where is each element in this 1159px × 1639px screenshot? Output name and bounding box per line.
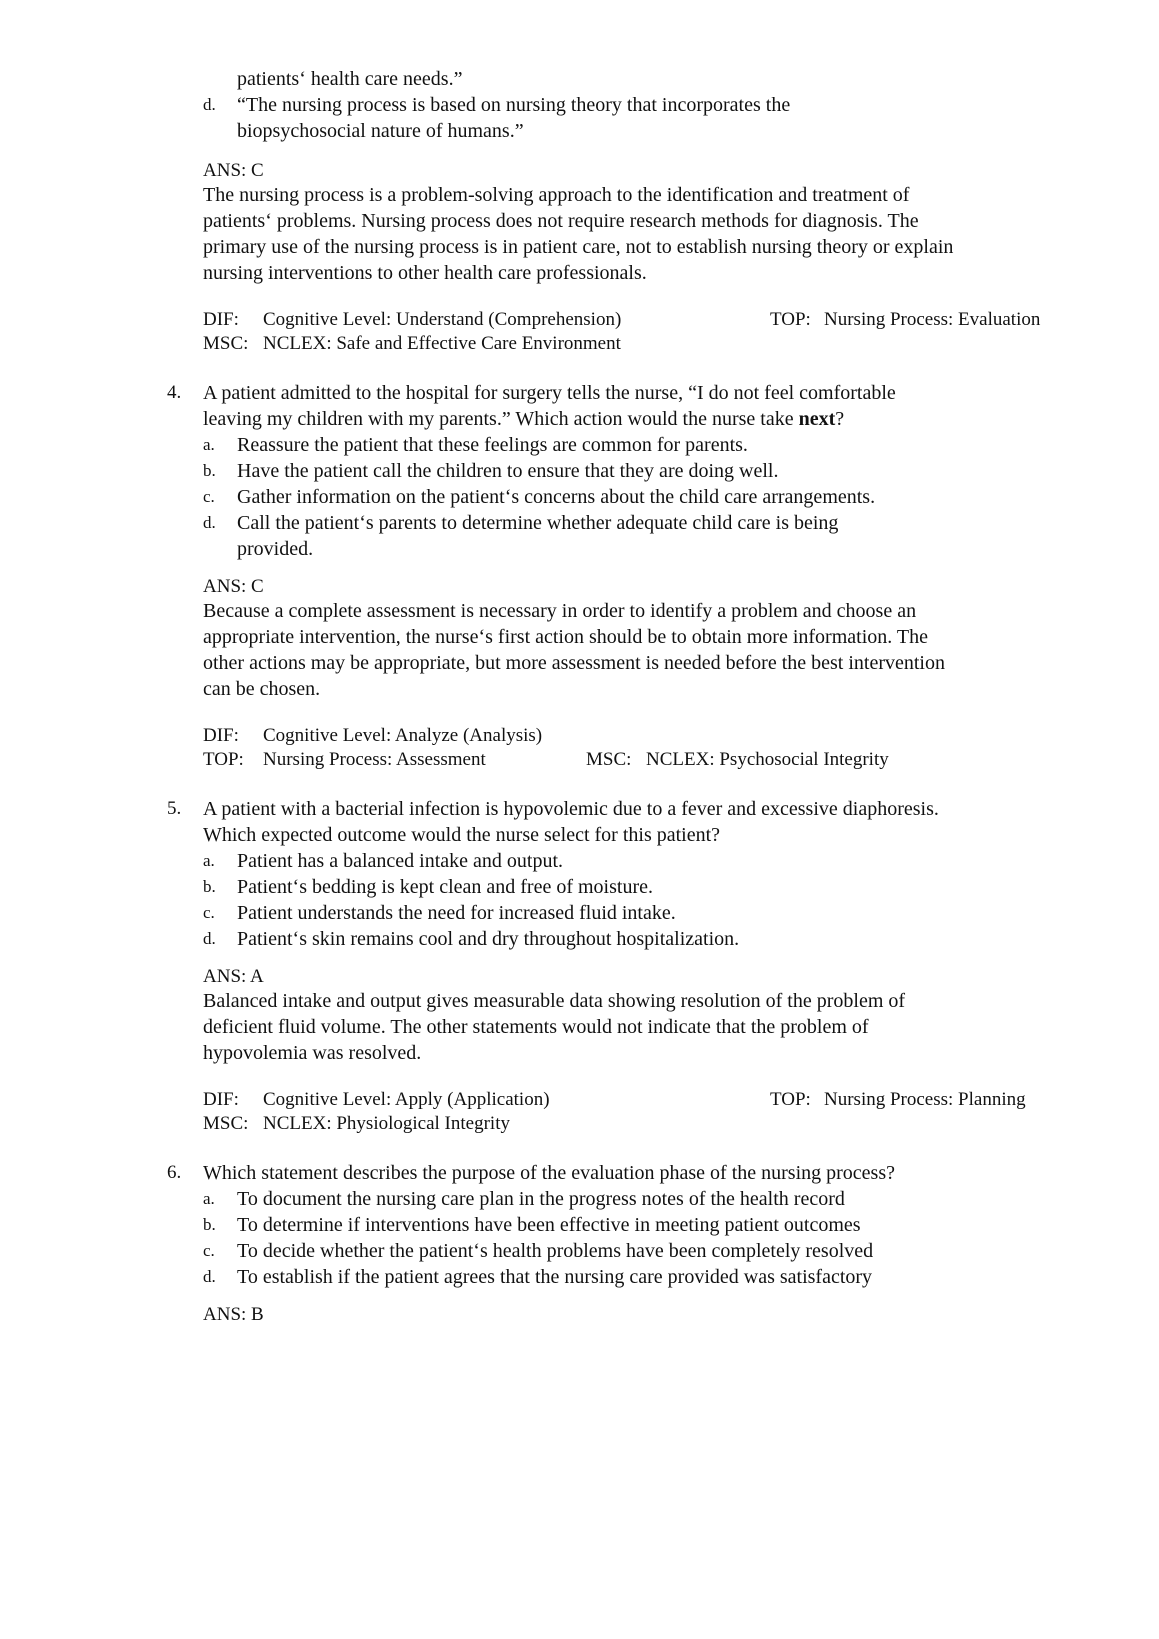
option-letter: d. bbox=[203, 513, 216, 532]
option-letter: d. bbox=[203, 929, 216, 948]
stem-line bbox=[203, 406, 1083, 432]
answer: ANS: A bbox=[203, 966, 264, 987]
option-text: To decide whether the patient‘s health problems have been completely resolved bbox=[237, 1240, 874, 1262]
option-text: Patient‘s skin remains cool and dry throughout hospitalization. bbox=[237, 928, 740, 950]
option-letter: a. bbox=[203, 851, 215, 870]
option-text: Patient has a balanced intake and output. bbox=[237, 850, 564, 872]
prev-rationale bbox=[203, 182, 1083, 286]
top-value: Nursing Process: Planning bbox=[824, 1089, 1026, 1110]
top-label: TOP: bbox=[770, 309, 811, 330]
option-letter: a. bbox=[203, 435, 215, 454]
top-value: Nursing Process: Assessment bbox=[263, 749, 486, 770]
stem-line: A patient admitted to the hospital for surgery tells the nurse, “I do not feel comfortable bbox=[203, 382, 896, 404]
top-value: Nursing Process: Evaluation bbox=[824, 309, 1041, 330]
dif bbox=[203, 1088, 550, 1112]
prev-top bbox=[770, 308, 1040, 332]
stem-emphasis: next bbox=[798, 408, 836, 430]
prev-option-c-tail-text: patients‘ health care needs.” bbox=[237, 68, 463, 90]
stem-line: Which expected outcome would the nurse select for this patient? bbox=[203, 824, 721, 846]
dif-label: DIF: bbox=[203, 309, 239, 330]
question-number: 5. bbox=[167, 798, 182, 819]
option-letter: d. bbox=[203, 1267, 216, 1286]
option-text-line: biopsychosocial nature of humans.” bbox=[237, 120, 524, 142]
msc-label: MSC: bbox=[203, 1113, 249, 1134]
option-text bbox=[237, 510, 1117, 562]
msc-value: NCLEX: Psychosocial Integrity bbox=[646, 749, 889, 770]
rationale-line: Because a complete assessment is necessary in order to identify a problem and choose an bbox=[203, 600, 917, 622]
rationale-line: nursing interventions to other health care professionals. bbox=[203, 262, 647, 284]
option-letter: b. bbox=[203, 877, 216, 896]
dif bbox=[203, 724, 542, 748]
rationale-line: hypovolemia was resolved. bbox=[203, 1042, 422, 1064]
msc-value: NCLEX: Safe and Effective Care Environment bbox=[263, 333, 621, 354]
option-letter: c. bbox=[203, 487, 215, 506]
rationale-line: deficient fluid volume. The other statements would not indicate that the problem of bbox=[203, 1016, 869, 1038]
prev-answer: ANS: C bbox=[203, 160, 264, 181]
msc-label: MSC: bbox=[203, 333, 249, 354]
option-text bbox=[237, 92, 1117, 144]
rationale bbox=[203, 598, 1083, 702]
option-text: To document the nursing care plan in the progress notes of the health record bbox=[237, 1188, 845, 1210]
option-text-line: Call the patient‘s parents to determine whether adequate child care is being bbox=[237, 512, 839, 534]
option-text: Patient understands the need for increased fluid intake. bbox=[237, 902, 676, 924]
prev-option-c-tail bbox=[237, 66, 1117, 92]
stem-text: leaving my children with my parents.” Which action would the nurse take bbox=[203, 408, 799, 430]
question-number: 4. bbox=[167, 382, 182, 403]
answer: ANS: B bbox=[203, 1304, 264, 1325]
dif-label: DIF: bbox=[203, 1089, 239, 1110]
option-letter: d. bbox=[203, 95, 216, 114]
rationale-line: The nursing process is a problem-solving approach to the identification and treatment of bbox=[203, 184, 910, 206]
rationale-line: appropriate intervention, the nurse‘s first action should be to obtain more information. The bbox=[203, 626, 928, 648]
rationale-line: Balanced intake and output gives measurable data showing resolution of the problem of bbox=[203, 990, 906, 1012]
question-number: 6. bbox=[167, 1162, 182, 1183]
option-text: To determine if interventions have been effective in meeting patient outcomes bbox=[237, 1214, 861, 1236]
prev-dif bbox=[203, 308, 621, 332]
rationale-line: primary use of the nursing process is in patient care, not to establish nursing theory or explain bbox=[203, 236, 954, 258]
question-stem bbox=[203, 380, 1083, 432]
question-stem bbox=[203, 796, 1103, 848]
top-label: TOP: bbox=[770, 1089, 811, 1110]
top bbox=[203, 748, 486, 772]
rationale-line: other actions may be appropriate, but more assessment is needed before the best intervention bbox=[203, 652, 945, 674]
dif-label: DIF: bbox=[203, 725, 239, 746]
dif-value: Cognitive Level: Apply (Application) bbox=[263, 1089, 550, 1110]
prev-msc bbox=[203, 332, 621, 356]
msc bbox=[586, 748, 889, 772]
option-letter: b. bbox=[203, 1215, 216, 1234]
option-text: Gather information on the patient‘s concerns about the child care arrangements. bbox=[237, 486, 876, 508]
top bbox=[770, 1088, 1026, 1112]
msc-value: NCLEX: Physiological Integrity bbox=[263, 1113, 510, 1134]
rationale bbox=[203, 988, 1083, 1066]
top-label: TOP: bbox=[203, 749, 244, 770]
rationale-line: patients‘ problems. Nursing process does not require research methods for diagnosis. The bbox=[203, 210, 919, 232]
msc bbox=[203, 1112, 510, 1136]
answer: ANS: C bbox=[203, 576, 264, 597]
stem-line: A patient with a bacterial infection is hypovolemic due to a fever and excessive diaphoresis. bbox=[203, 798, 939, 820]
option-text: Patient‘s bedding is kept clean and free of moisture. bbox=[237, 876, 653, 898]
question-stem: Which statement describes the purpose of the evaluation phase of the nursing process? bbox=[203, 1162, 896, 1184]
rationale-line: can be chosen. bbox=[203, 678, 321, 700]
option-letter: b. bbox=[203, 461, 216, 480]
option-letter: c. bbox=[203, 1241, 215, 1260]
msc-label: MSC: bbox=[586, 749, 632, 770]
option-letter: a. bbox=[203, 1189, 215, 1208]
option-text-line: provided. bbox=[237, 538, 314, 560]
option-text: To establish if the patient agrees that the nursing care provided was satisfactory bbox=[237, 1266, 873, 1288]
stem-text: ? bbox=[835, 408, 845, 430]
option-text-line: “The nursing process is based on nursing theory that incorporates the bbox=[237, 94, 791, 116]
option-letter: c. bbox=[203, 903, 215, 922]
dif-value: Cognitive Level: Understand (Comprehension) bbox=[263, 309, 622, 330]
option-text: Reassure the patient that these feelings are common for parents. bbox=[237, 434, 748, 456]
option-text: Have the patient call the children to ensure that they are doing well. bbox=[237, 460, 779, 482]
dif-value: Cognitive Level: Analyze (Analysis) bbox=[263, 725, 543, 746]
